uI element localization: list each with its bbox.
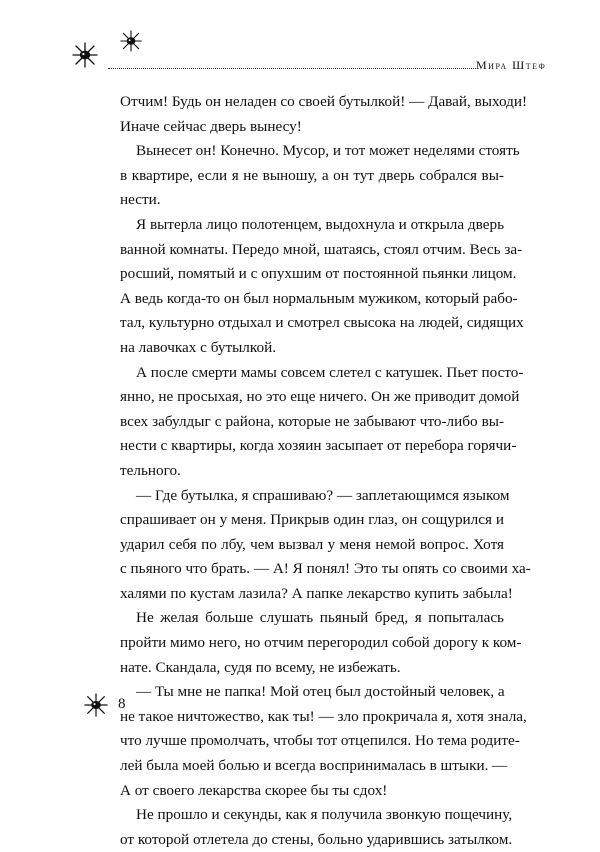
text-line: на лавочках с бутылкой. xyxy=(120,338,276,356)
text-line: нести. xyxy=(120,191,161,209)
running-title: Мира Штеф xyxy=(476,58,547,72)
text-line: тельного. xyxy=(120,461,181,479)
text-line: халями по кустам лазила? А папке лекарство купить забыла! xyxy=(120,584,513,602)
text-line: А от своего лекарства скорее бы ты сдох! xyxy=(120,781,388,799)
text-line: росший, помятый и с опухшим от постоянной пьянки лицом. xyxy=(120,265,517,283)
text-line: с пьяного что брать. — А! Я понял! Это ты опять со своими ха- xyxy=(120,560,531,578)
text-line: Не желая больше слушать пьяный бред, я попыталась xyxy=(136,609,504,627)
text-line: А после смерти мамы совсем слетел с катушек. Пьет посто- xyxy=(136,363,524,381)
text-line: Отчим! Будь он неладен со своей бутылкой! — Давай, выходи! xyxy=(120,93,528,110)
text-line: не такое ничтожество, как ты! — зло прокричала я, хотя знала, xyxy=(120,707,527,725)
spider-ornament-icon xyxy=(120,30,142,52)
body-text xyxy=(120,90,531,852)
text-line: Я вытерла лицо полотенцем, выдохнула и открыла дверь xyxy=(136,215,504,233)
text-line: что лучше промолчать, чтобы тот отцепился. Но тема родите- xyxy=(120,732,520,750)
text-line: тал, культурно отдыхал и смотрел свысока на людей, сидящих xyxy=(120,314,524,332)
text-line: ударил себя по лбу, чем вызвал у меня немой вопрос. Хотя xyxy=(120,535,504,553)
text-line: всех забулдыг с района, которые не забывают что-либо вы- xyxy=(120,412,504,430)
text-line: нате. Скандала, судя по всему, не избежать. xyxy=(120,658,401,676)
text-line: — Где бутылка, я спрашиваю? — заплетающимся языком xyxy=(136,486,510,504)
text-line: А ведь когда-то он был нормальным мужиком, который рабо- xyxy=(120,289,518,307)
text-line: янно, не просыхая, но это еще ничего. Он же приводит домой xyxy=(120,388,520,406)
text-line: спрашивает он у меня. Прикрыв один глаз, он сощурился и xyxy=(120,511,504,529)
text-line: пройти мимо него, но отчим перегородил собой дорогу к ком- xyxy=(120,634,522,652)
text-line: нести с квартиры, когда хозяин засыпает от перебора горячи- xyxy=(120,437,517,455)
spider-ornament-icon xyxy=(84,693,108,717)
page-number: 8 xyxy=(118,696,126,712)
spider-ornament-icon xyxy=(72,42,98,68)
text-line: лей была моей болью и всегда воспринималась в штыки. — xyxy=(120,757,508,775)
header-divider xyxy=(108,68,476,69)
text-line: от которой отлетела до стены, больно ударившись затылком. xyxy=(120,830,513,848)
text-line: Иначе сейчас дверь вынесу! xyxy=(120,117,302,135)
text-line: Вынесет он! Конечно. Мусор, и тот может неделями стоять xyxy=(136,142,520,160)
text-line: Не прошло и секунды, как я получила звонкую пощечину, xyxy=(136,806,513,824)
text-line: в квартире, если я не выношу, а он тут дверь собрался вы- xyxy=(120,166,504,184)
text-line: — Ты мне не папка! Мой отец был достойный человек, а xyxy=(136,683,505,701)
text-line: ванной комнаты. Передо мной, шатаясь, стоял отчим. Весь за- xyxy=(120,240,523,258)
